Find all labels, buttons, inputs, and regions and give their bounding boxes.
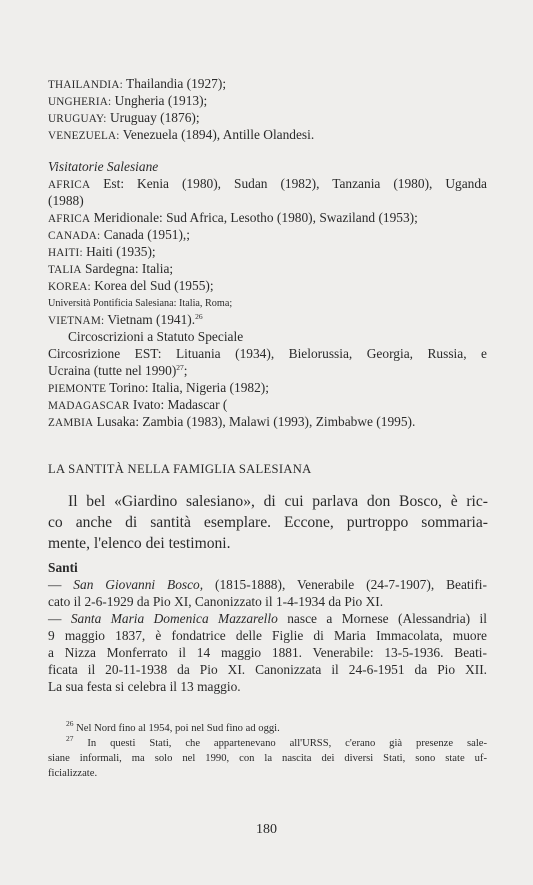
visitatorie-heading: Visitatorie Salesiane xyxy=(48,159,159,174)
entry-line: — Santa Maria Domenica Mazzarello nasce a Mornese (Alessandria) il xyxy=(48,611,487,626)
page-number: 180 xyxy=(256,822,277,837)
list-item: TALIA Sardegna: Italia; xyxy=(48,261,174,276)
intro-line: co anche di santità esemplare. Eccone, purtroppo sommaria- xyxy=(48,514,488,531)
list-item: VIETNAM: Vietnam (1941).$^{26}$ xyxy=(48,312,203,327)
list-item: Università Pontificia Salesiana: Italia, Roma; xyxy=(48,298,233,309)
list-item: ZAMBIA Lusaka: Zambia (1983), Malawi (1993), Zimbabwe (1995). xyxy=(48,414,416,429)
list-item-continuation: (1988) xyxy=(48,193,84,208)
santi-heading: Santi xyxy=(48,560,78,575)
entry-line: 9 maggio 1837, è fondatrice delle Figlie di Maria Immacolata, muore xyxy=(48,628,487,643)
list-item: UNGHERIA: Ungheria (1913); xyxy=(48,93,208,108)
entry-line: a Nizza Monferrato il 14 maggio 1881. Venerabile: 13-5-1936. Beati- xyxy=(48,645,487,660)
intro-line: Il bel «Giardino salesiano», di cui parlava don Bosco, è ric- xyxy=(68,493,488,510)
list-item: URUGUAY: Uruguay (1876); xyxy=(48,110,200,125)
entry-line: La sua festa si celebra il 13 maggio. xyxy=(48,679,241,694)
list-item: HAITI: Haiti (1935); xyxy=(48,244,156,259)
footnote-ref: 26 xyxy=(195,312,203,321)
list-item: Circosrizione EST: Lituania (1934), Bielorussia, Georgia, Russia, e xyxy=(48,346,487,361)
entry-line: cato il 2-6-1929 da Pio XI, Canonizzato il 1-4-1934 da Pio XI. xyxy=(48,594,384,609)
footnote-ref: 27 xyxy=(176,363,184,372)
list-item-continuation: Ucraina (tutte nel 1990)$^{27}$; xyxy=(48,363,188,378)
list-item: VENEZUELA: Venezuela (1894), Antille Olandesi. xyxy=(48,127,315,142)
list-item: MADAGASCAR Ivato: Madascar ( xyxy=(48,397,228,412)
list-item: PIEMONTE Torino: Italia, Nigeria (1982); xyxy=(48,380,269,395)
footnote-line: siane informali, ma solo nel 1990, con la nascita dei diversi Stati, sono state uf- xyxy=(48,753,487,764)
list-item: AFRICA Est: Kenia (1980), Sudan (1982), Tanzania (1980), Uganda xyxy=(48,176,487,191)
subheading: Circoscrizioni a Statuto Speciale xyxy=(68,329,244,344)
entry-line: ficata il 20-11-1938 da Pio XI. Canonizzata il 24-6-1951 da Pio XII. xyxy=(48,662,487,677)
entry-line: — San Giovanni Bosco, (1815-1888), Venerabile (24-7-1907), Beatifi- xyxy=(48,577,487,592)
footnote: $^{27}$ In questi Stati, che appartenevano all'URSS, c'erano già presenze sale- xyxy=(66,734,487,749)
intro-line: mente, l'elenco dei testimoni. xyxy=(48,535,231,552)
list-item: AFRICA Meridionale: Sud Africa, Lesotho (1980), Swaziland (1953); xyxy=(48,210,418,225)
section-title: LA SANTITÀ NELLA FAMIGLIA SALESIANA xyxy=(48,462,312,476)
list-item: CANADA: Canada (1951),; xyxy=(48,227,190,242)
list-item: KOREA: Korea del Sud (1955); xyxy=(48,278,214,293)
footnote-line: ficializzate. xyxy=(48,768,98,779)
list-item: THAILANDIA: Thailandia (1927); xyxy=(48,76,227,91)
footnote: $^{26}$ Nel Nord fino al 1954, poi nel Sud fino ad oggi. xyxy=(66,719,280,734)
